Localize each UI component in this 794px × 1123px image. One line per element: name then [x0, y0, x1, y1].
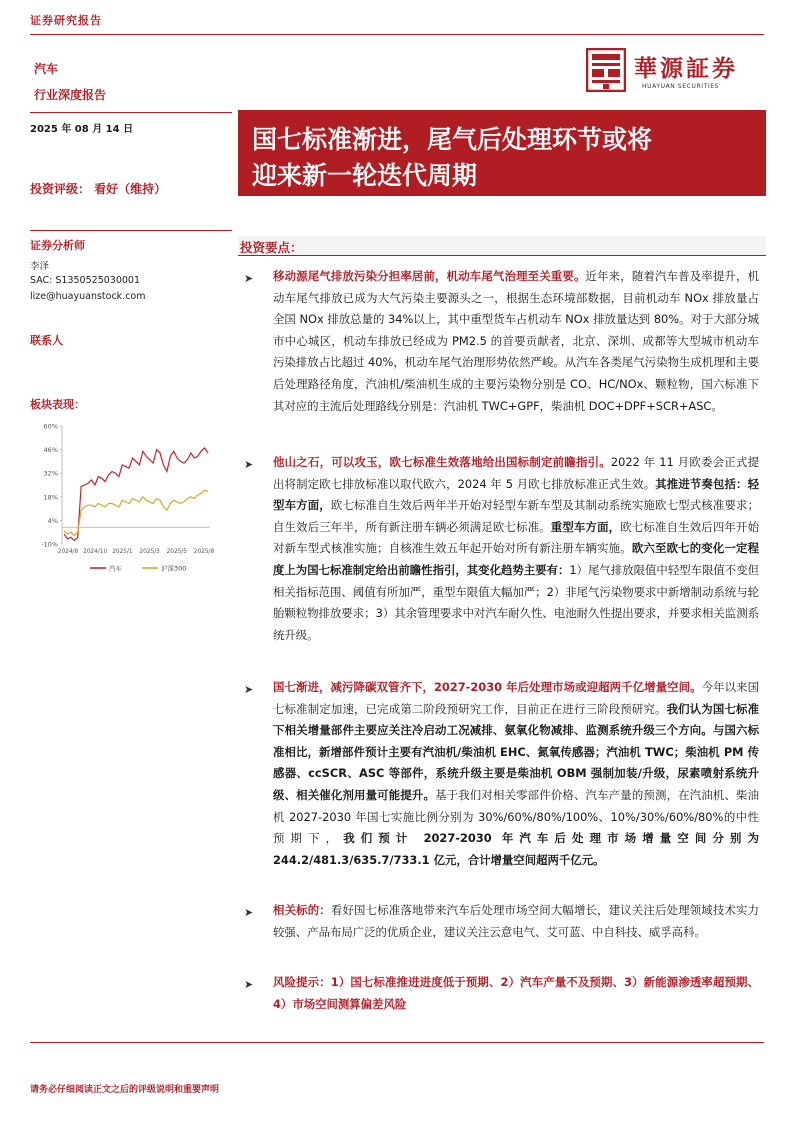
bullet-text: 基于我们对相关零部件价格、汽车产量的预测，在汽油机、柴油机 2027-2030 年国七实施比例分别为 30%/60%/80%/100%、10%/30%/60%/80%的中性预期下， — [273, 787, 759, 846]
bullet-bold-text: 我们认为国七标准下相关增量部件主要应关注冷启动工况减排、氨氧化物减排、监测系统升级三个方向。与国六标准相比，新增部件预计主要有汽油机/柴油机 EHC、氮氧传感器；汽油机 TWC；柴油机 PM 传感器、ccSCR、ASC 等部件，系统升级主要是柴油机 OBM 强制加装/升级，尿素喷射系统升级、相关催化剂用量可能提升。 — [273, 701, 759, 802]
y-tick-label: 18% — [43, 493, 58, 502]
report-title-line2: 迎来新一轮迭代周期 — [252, 161, 478, 190]
analyst-email[interactable]: lize@huayuanstock.com — [30, 291, 146, 302]
bullet-text: 2022 年 11 月欧委会正式提出将制定欧七排放标准以取代欧六，2024 年 5 月欧七排放标准正式生效。 — [273, 455, 759, 491]
investment-rating: 投资评级： 看好（维持） — [30, 182, 167, 196]
contact-header: 联系人 — [30, 334, 63, 347]
bullet-lead: 相关标的： — [273, 903, 331, 917]
bullet-text: 近年来，随着汽车普及率提升，机动车尾气排放已成为大气污染主要源头之一，根据生态环境部数据，目前机动车 NOx 排放量占全国 NOx 排放总量的 34%以上，其中重型货车占机动车 NOx 排放量达到 80%。对于大部分城市中心城区，机动车排放已经成为 PM2.5 的首要贡献者，北京、深圳、成都等大型城市机动车污染排放占比超过 40%，机动车尾气治理形势依然严峻。从汽车各类尾气污染物生成机理和主要后处理路径角度，汽油机/柴油机生成的主要污染物分别是 CO、HC/NOx、颗粒物，国六标准下其对应的主流后处理路线分别是：汽油机 TWC+GPF，柴油机 DOC+DPF+SCR+ASC。 — [273, 269, 759, 413]
footer-divider — [30, 1042, 764, 1043]
logo-name-en: HUAYUAN SECURITIES — [642, 83, 720, 90]
bullet-arrow-icon: ➤ — [244, 683, 254, 696]
y-tick-label: 32% — [43, 469, 58, 478]
bullet-text: 1）尾气排放限值中轻型车限值不变但相关指标范围、阈值有所加严，重型车限值大幅加严；2）非尾气污染物要求中新增制动系统与轮胎颗粒物排放要求；3）其余管理要求中对汽车耐久性、电池耐久性提出要求，并要求相关监测系统升级。 — [273, 562, 759, 642]
summary-header-bar — [238, 236, 766, 256]
logo-name: 華源証券 — [634, 55, 738, 82]
bullet-bold-text: 我们预计 2027-2030 年汽车后处理市场增量空间分别为 244.2/481.3/635.7/733.1 亿元，合计增量空间超两千亿元。 — [273, 831, 759, 867]
summary-header: 投资要点： — [240, 240, 303, 255]
report-date: 2025 年 08 月 14 日 — [30, 124, 134, 135]
bullet-text: 欧七标准自生效后两年半开始对轻型车新车型及其制动系统实施欧七型式核准要求；自生效后三年半，所有新注册车辆必须满足欧七标准。 — [273, 498, 759, 534]
chart-legend — [90, 564, 186, 573]
legend-label: 沪深300 — [161, 564, 187, 573]
bullet-lead: 风险提示：1）国七标准推进进度低于预期、2）汽车产量不及预期、3）新能源渗透率超预期、4）市场空间测算偏差风险 — [273, 975, 759, 1011]
x-tick-label: 2024/8 — [57, 549, 79, 555]
bullet-text: 欧七标准自生效后四年开始对新车型式核准实施；自核准生效五年起开始对所有新注册车辆实施。 — [273, 519, 759, 556]
y-tick-label: 4% — [47, 516, 58, 525]
bullet-arrow-icon: ➤ — [244, 906, 254, 919]
summary-bullet-1 — [273, 266, 759, 417]
bullet-arrow-icon: ➤ — [244, 272, 254, 285]
footer-disclaimer[interactable]: 请务必仔细阅读正文之后的评级说明和重要声明 — [30, 1085, 220, 1095]
bullet-text: 看好国七标准落地带来汽车后处理市场空间大幅增长，建议关注后处理领域技术实力较强、产品布局广泛的优质企业，建议关注云意电气、艾可蓝、中自科技、威孚高科。 — [273, 903, 759, 939]
chart-axes — [60, 426, 210, 544]
chart-series — [64, 448, 208, 541]
series-line-汽车 — [64, 448, 208, 541]
company-logo — [586, 48, 766, 96]
summary-bullet-4 — [273, 900, 759, 943]
report-title-line1: 国七标准渐进，尾气后处理环节或将 — [252, 125, 653, 154]
sidebar-divider — [30, 230, 232, 231]
analyst-sac: SAC: S1350525030001 — [30, 275, 140, 286]
bullet-arrow-icon: ➤ — [244, 458, 254, 471]
bullet-bold-text: 重型车方面， — [550, 519, 621, 534]
summary-bullet-3 — [273, 677, 759, 871]
summary-bullet-2 — [273, 452, 759, 646]
sidebar-divider — [30, 112, 232, 113]
performance-header: 板块表现： — [30, 398, 85, 411]
bullet-lead: 国七渐进，减污降碳双管齐下，2027-2030 年后处理市场或迎超两千亿增量空间。 — [273, 680, 702, 694]
report-type-label: 行业深度报告 — [34, 88, 107, 102]
y-axis-labels — [41, 423, 58, 549]
x-tick-label: 2025/5 — [166, 549, 188, 555]
bullet-lead: 移动源尾气排放污染分担率居前，机动车尾气治理至关重要。 — [273, 269, 586, 283]
sector-label: 汽车 — [34, 62, 59, 76]
x-tick-label: 2025/1 — [112, 549, 133, 555]
legend-label: 汽车 — [109, 564, 122, 573]
doc-type-label: 证券研究报告 — [30, 14, 102, 27]
header-divider — [30, 34, 764, 35]
bullet-bold-text: 欧六至欧七的变化一定程度上为国七标准制定给出前瞻性指引，其变化趋势主要有： — [273, 541, 759, 577]
bullet-bold-text: 其推进节奏包括：轻型车方面， — [273, 476, 759, 513]
x-tick-label: 2024/10 — [83, 549, 108, 555]
report-title-box — [238, 110, 766, 196]
bullet-text: 今年以来国七标准制定加速，已完成第二阶段预研究工作，目前正在进行三阶段预研究。 — [273, 680, 759, 716]
summary-bullet-5 — [273, 972, 759, 1015]
y-tick-label: 60% — [43, 422, 58, 431]
x-tick-label: 2025/3 — [139, 549, 160, 555]
series-line-沪深300 — [64, 490, 208, 535]
x-axis-labels — [58, 549, 215, 555]
y-tick-label: -10% — [41, 540, 58, 549]
x-tick-label: 2025/8 — [193, 549, 215, 555]
analyst-header: 证券分析师 — [30, 239, 85, 252]
logo-seal-icon — [586, 48, 626, 92]
bullet-lead: 他山之石，可以攻玉，欧七标准生效落地给出国标制定前瞻指引。 — [273, 455, 611, 469]
y-tick-label: 46% — [43, 446, 58, 455]
bullet-arrow-icon: ➤ — [244, 978, 254, 991]
sector-performance-chart — [30, 418, 216, 580]
analyst-name: 李泽 — [30, 261, 50, 272]
